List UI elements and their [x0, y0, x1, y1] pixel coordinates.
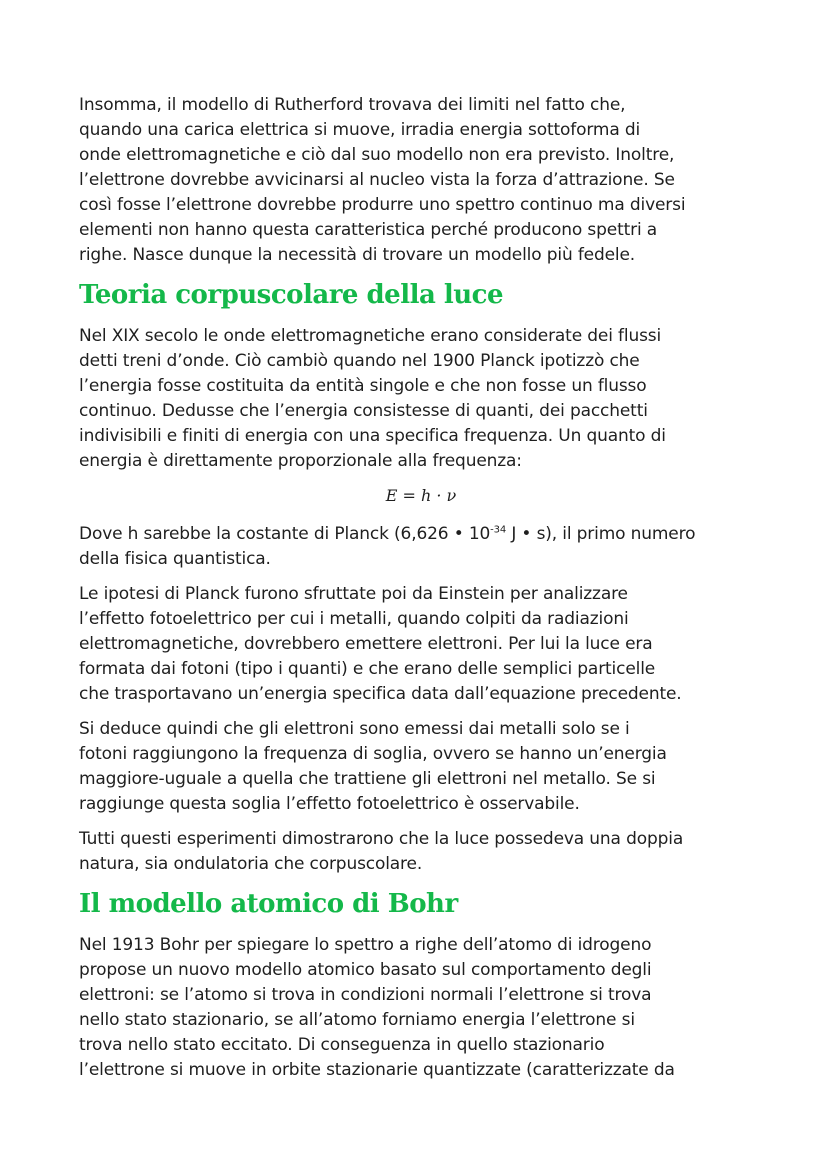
planck-hypothesis-paragraph	[79, 324, 759, 474]
text-line: righe. Nasce dunque la necessità di trovare un modello più fedele.	[79, 245, 636, 265]
planck-constant-paragraph	[79, 522, 759, 572]
text-line: Le ipotesi di Planck furono sfruttate poi da Einstein per analizzare	[79, 584, 628, 604]
text-line: Nel XIX secolo le onde elettromagnetiche erano considerate dei flussi	[79, 326, 662, 346]
text-line: quando una carica elettrica si muove, irradia energia sottoforma di	[79, 120, 641, 140]
text-line: maggiore-uguale a quella che trattiene gli elettroni nel metallo. Se si	[79, 769, 656, 789]
text-line: indivisibili e finiti di energia con una specifica frequenza. Un quanto di	[79, 426, 666, 446]
text-line: formata dai fotoni (tipo i quanti) e che erano delle semplici particelle	[79, 659, 656, 679]
page-content	[79, 93, 759, 1093]
text-line: onde elettromagnetiche e ciò dal suo modello non era previsto. Inoltre,	[79, 145, 675, 165]
text-line: natura, sia ondulatoria che corpuscolare.	[79, 854, 423, 874]
text-line: detti treni d’onde. Ciò cambiò quando nel 1900 Planck ipotizzò che	[79, 351, 640, 371]
text-line: trova nello stato eccitato. Di conseguenza in quello stazionario	[79, 1035, 605, 1055]
planck-exponent: -34	[490, 524, 507, 536]
text-line: elettroni: se l’atomo si trova in condizioni normali l’elettrone si trova	[79, 985, 652, 1005]
text-line: l’energia fosse costituita da entità singole e che non fosse un flusso	[79, 376, 647, 396]
text-line: l’elettrone dovrebbe avvicinarsi al nucleo vista la forza d’attrazione. Se	[79, 170, 675, 190]
text-line: così fosse l’elettrone dovrebbe produrre uno spettro continuo ma diversi	[79, 195, 686, 215]
text-line: l’elettrone si muove in orbite stazionarie quantizzate (caratterizzate da	[79, 1060, 675, 1080]
threshold-paragraph	[79, 717, 759, 817]
text-line: Nel 1913 Bohr per spiegare lo spettro a righe dell’atomo di idrogeno	[79, 935, 652, 955]
planck-text-after: J • s), il primo numero	[506, 524, 696, 544]
text-line: energia è direttamente proporzionale alla frequenza:	[79, 451, 522, 471]
text-line: Tutti questi esperimenti dimostrarono che la luce possedeva una doppia	[79, 829, 684, 849]
text-line: propose un nuovo modello atomico basato sul comportamento degli	[79, 960, 652, 980]
planck-formula: E = h · ν	[385, 486, 457, 505]
text-line: continuo. Dedusse che l’energia consistesse di quanti, dei pacchetti	[79, 401, 648, 421]
text-line: che trasportavano un’energia specifica data dall’equazione precedente.	[79, 684, 682, 704]
einstein-paragraph	[79, 582, 759, 707]
heading-bohr-model: Il modello atomico di Bohr	[79, 889, 458, 919]
text-line	[79, 522, 759, 547]
text-line: nello stato stazionario, se all’atomo forniamo energia l’elettrone si	[79, 1010, 635, 1030]
bohr-paragraph	[79, 933, 759, 1083]
text-line: Insomma, il modello di Rutherford trovava dei limiti nel fatto che,	[79, 95, 626, 115]
text-line: elettromagnetiche, dovrebbero emettere elettroni. Per lui la luce era	[79, 634, 653, 654]
dual-nature-paragraph	[79, 827, 759, 877]
text-line: fotoni raggiungono la frequenza di soglia, ovvero se hanno un’energia	[79, 744, 667, 764]
planck-text-before: Dove h sarebbe la costante di Planck (6,626 • 10	[79, 524, 491, 544]
intro-paragraph	[79, 93, 759, 268]
text-line: Si deduce quindi che gli elettroni sono emessi dai metalli solo se i	[79, 719, 630, 739]
text-line: della fisica quantistica.	[79, 549, 271, 569]
text-line: l’effetto fotoelettrico per cui i metalli, quando colpiti da radiazioni	[79, 609, 629, 629]
heading-corpuscular-theory: Teoria corpuscolare della luce	[79, 280, 504, 310]
text-line: raggiunge questa soglia l’effetto fotoelettrico è osservabile.	[79, 794, 580, 814]
text-line: elementi non hanno questa caratteristica perché producono spettri a	[79, 220, 658, 240]
